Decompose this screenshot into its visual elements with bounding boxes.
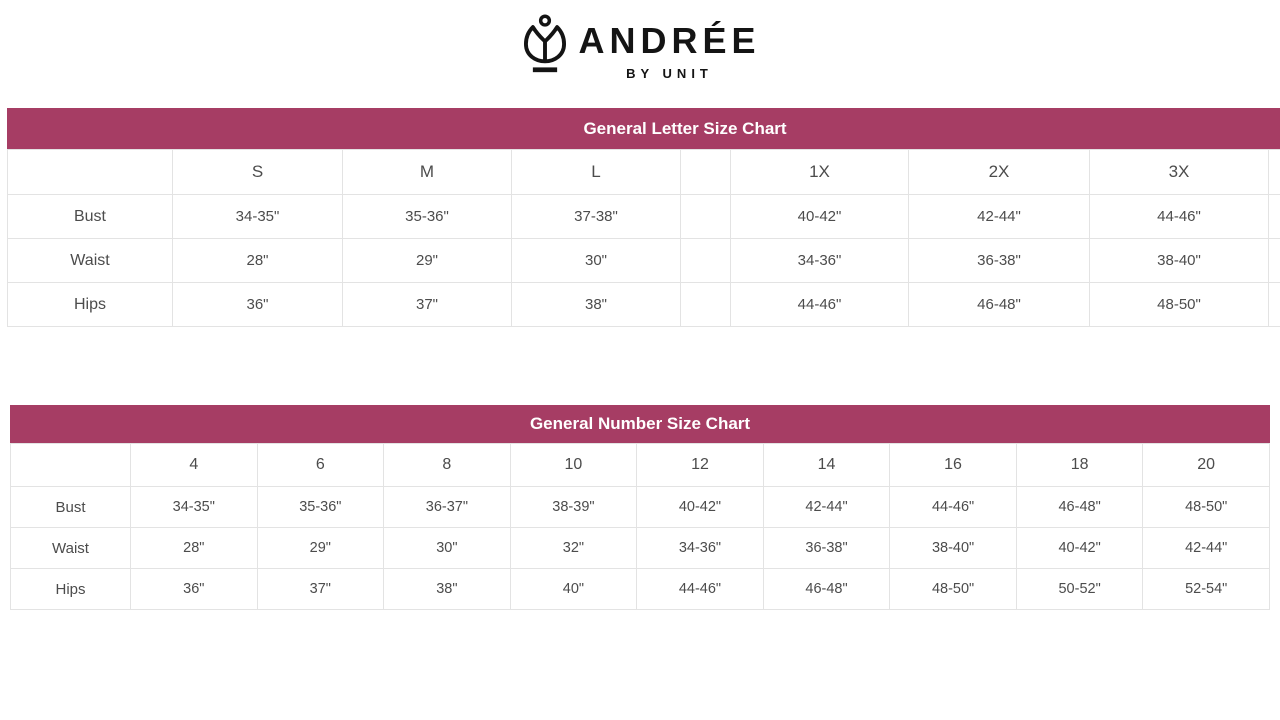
measurement-cell: 36-37" xyxy=(384,487,511,528)
table-row xyxy=(11,487,1270,528)
number-size-chart xyxy=(10,405,1270,610)
measurement-cell: 34-35" xyxy=(173,195,343,239)
size-column-header: M xyxy=(343,150,512,195)
empty-header-cell xyxy=(681,150,731,195)
measurement-cell: 40-42" xyxy=(1016,528,1143,569)
measurement-cell: 48-50" xyxy=(890,569,1017,610)
size-header-row xyxy=(8,150,1280,195)
measurement-cell: 40-42" xyxy=(731,195,909,239)
measurement-cell: 52-54" xyxy=(1143,569,1270,610)
measurement-cell: 46-48" xyxy=(909,283,1090,327)
empty-cell xyxy=(1269,283,1280,327)
brand-wordmark xyxy=(578,12,760,81)
measurement-cell: 37" xyxy=(343,283,512,327)
number-chart-title-bar xyxy=(10,405,1270,443)
empty-cell xyxy=(1269,195,1280,239)
empty-cell xyxy=(681,195,731,239)
empty-header-cell xyxy=(8,150,173,195)
tulip-icon xyxy=(519,12,571,76)
measurement-cell: 38-40" xyxy=(890,528,1017,569)
measurement-cell: 46-48" xyxy=(1016,487,1143,528)
measurement-cell: 36-38" xyxy=(909,239,1090,283)
measurement-cell: 35-36" xyxy=(343,195,512,239)
letter-size-chart-viewport xyxy=(0,108,1280,327)
measurement-cell: 40-42" xyxy=(637,487,764,528)
measurement-cell: 30" xyxy=(384,528,511,569)
brand-header xyxy=(0,12,1280,81)
empty-header-cell xyxy=(11,444,131,487)
table-row xyxy=(11,528,1270,569)
measurement-cell: 46-48" xyxy=(763,569,890,610)
brand-subtitle: BY UNIT xyxy=(626,66,713,81)
size-column-header: 1X xyxy=(731,150,909,195)
measurement-cell: 44-46" xyxy=(890,487,1017,528)
letter-size-chart xyxy=(7,108,1280,327)
size-column-header: 20 xyxy=(1143,444,1270,487)
measurement-cell: 34-36" xyxy=(637,528,764,569)
measurement-cell: 28" xyxy=(131,528,258,569)
measurement-cell: 36-38" xyxy=(763,528,890,569)
measurement-cell: 50-52" xyxy=(1016,569,1143,610)
size-column-header: 8 xyxy=(384,444,511,487)
brand-logo xyxy=(519,12,760,81)
measurement-cell: 48-50" xyxy=(1143,487,1270,528)
size-column-header: 18 xyxy=(1016,444,1143,487)
size-column-header: 12 xyxy=(637,444,764,487)
letter-size-table xyxy=(7,149,1280,327)
size-column-header: 16 xyxy=(890,444,1017,487)
table-row xyxy=(8,195,1280,239)
empty-cell xyxy=(1269,239,1280,283)
measurement-cell: 48-50" xyxy=(1090,283,1269,327)
measurement-cell: 44-46" xyxy=(731,283,909,327)
measurement-cell: 38" xyxy=(512,283,681,327)
size-column-header: L xyxy=(512,150,681,195)
measurement-cell: 42-44" xyxy=(763,487,890,528)
empty-cell xyxy=(681,239,731,283)
size-column-header: S xyxy=(173,150,343,195)
measurement-cell: 44-46" xyxy=(1090,195,1269,239)
measurement-row-label: Waist xyxy=(8,239,173,283)
measurement-cell: 38-40" xyxy=(1090,239,1269,283)
measurement-cell: 36" xyxy=(173,283,343,327)
measurement-cell: 37" xyxy=(257,569,384,610)
size-header-row xyxy=(11,444,1270,487)
measurement-cell: 28" xyxy=(173,239,343,283)
measurement-cell: 42-44" xyxy=(909,195,1090,239)
measurement-row-label: Hips xyxy=(8,283,173,327)
measurement-cell: 30" xyxy=(512,239,681,283)
number-chart-title: General Number Size Chart xyxy=(529,414,751,433)
measurement-cell: 29" xyxy=(257,528,384,569)
size-column-header: 14 xyxy=(763,444,890,487)
letter-chart-title-bar xyxy=(7,108,1280,149)
measurement-cell: 35-36" xyxy=(257,487,384,528)
measurement-cell: 36" xyxy=(131,569,258,610)
measurement-cell: 32" xyxy=(510,528,637,569)
measurement-cell: 40" xyxy=(510,569,637,610)
table-row xyxy=(8,283,1280,327)
measurement-row-label: Bust xyxy=(8,195,173,239)
size-column-header: 6 xyxy=(257,444,384,487)
measurement-cell: 38" xyxy=(384,569,511,610)
number-size-table xyxy=(10,443,1270,610)
measurement-cell: 34-36" xyxy=(731,239,909,283)
table-row xyxy=(11,569,1270,610)
measurement-cell: 34-35" xyxy=(131,487,258,528)
measurement-row-label: Waist xyxy=(11,528,131,569)
size-column-header: 10 xyxy=(510,444,637,487)
empty-cell xyxy=(681,283,731,327)
measurement-cell: 38-39" xyxy=(510,487,637,528)
measurement-cell: 44-46" xyxy=(637,569,764,610)
letter-chart-title: General Letter Size Chart xyxy=(583,119,787,138)
measurement-cell: 37-38" xyxy=(512,195,681,239)
measurement-row-label: Hips xyxy=(11,569,131,610)
brand-name: ANDRÉE xyxy=(578,20,761,61)
size-column-header: 2X xyxy=(909,150,1090,195)
size-column-header: 4 xyxy=(131,444,258,487)
measurement-row-label: Bust xyxy=(11,487,131,528)
measurement-cell: 29" xyxy=(343,239,512,283)
table-row xyxy=(8,239,1280,283)
empty-header-cell xyxy=(1269,150,1280,195)
size-column-header: 3X xyxy=(1090,150,1269,195)
measurement-cell: 42-44" xyxy=(1143,528,1270,569)
